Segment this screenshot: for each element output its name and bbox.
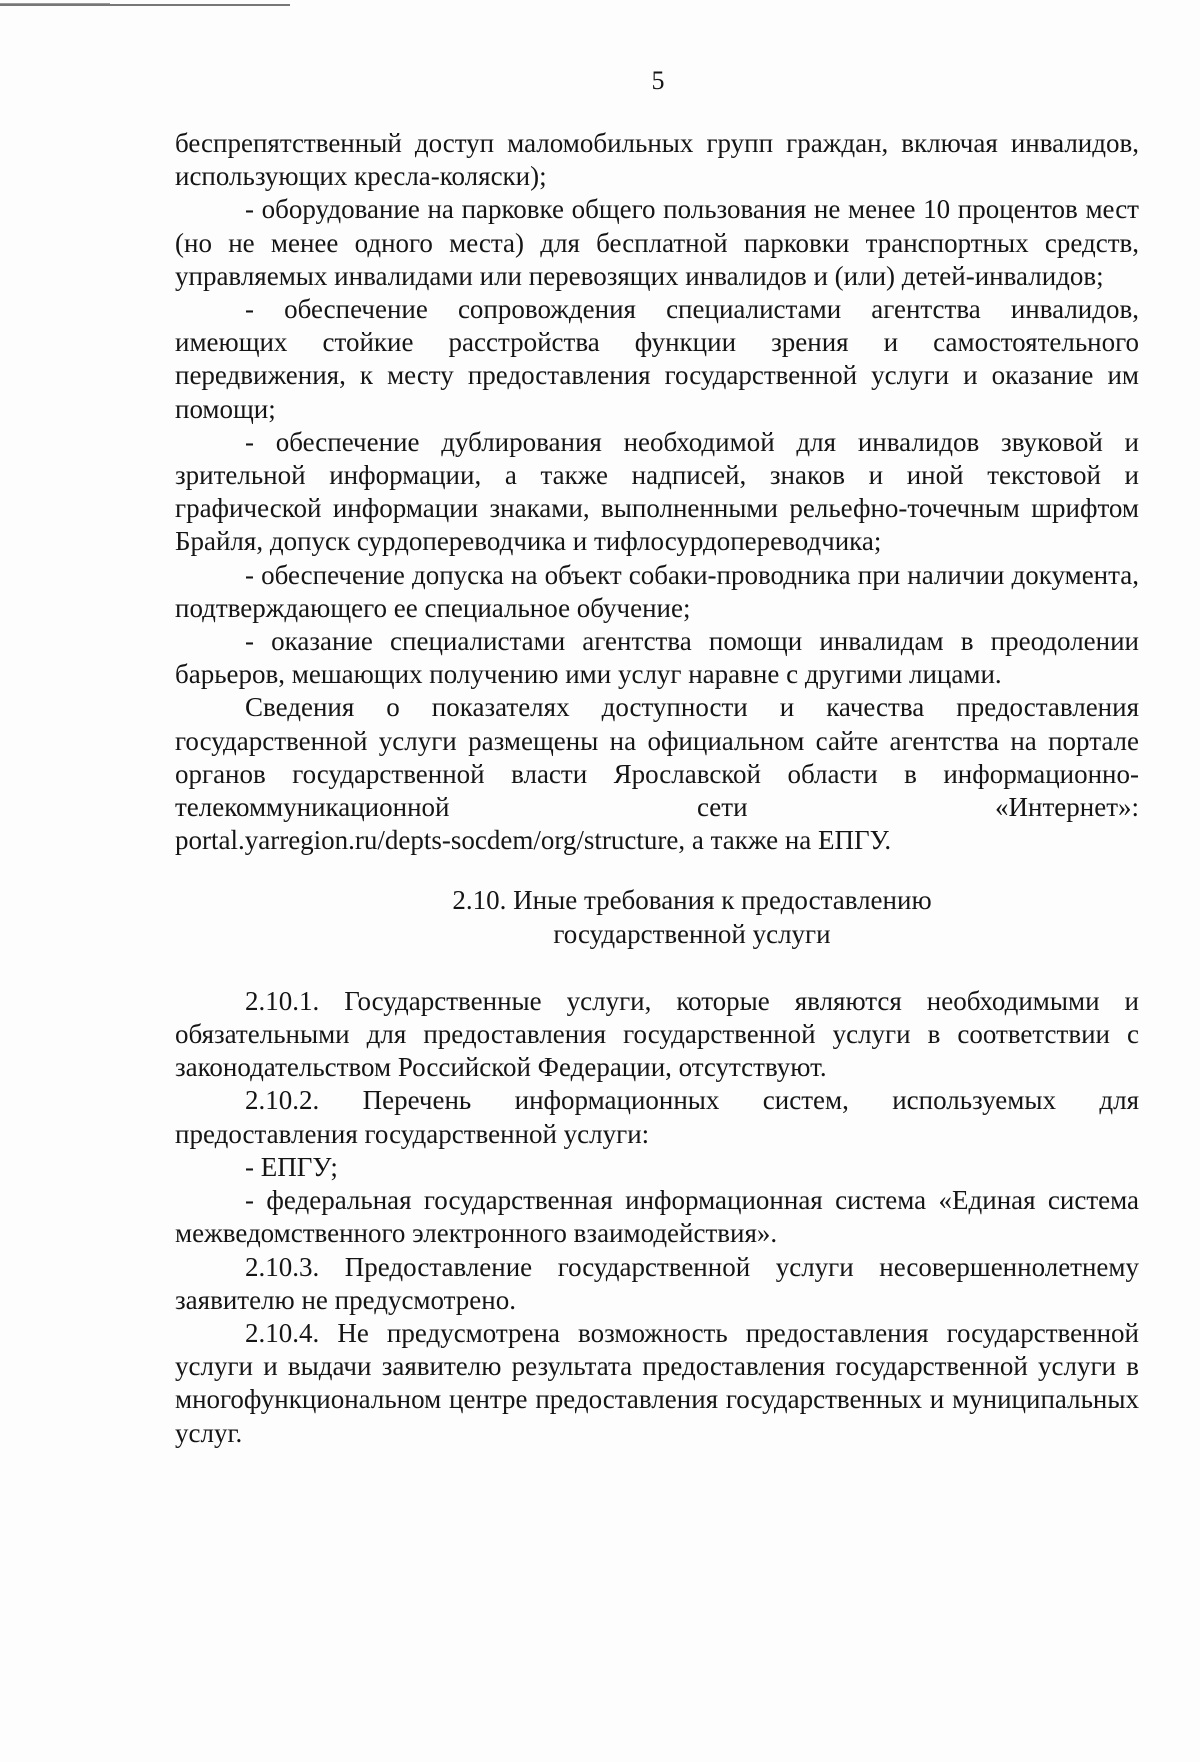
paragraph: 2.10.1. Государственные услуги, которые являются необходимыми и обязательными для предоставления государственной услуги в соответствии с законодательством Российской Федерации, отсутствуют.	[175, 985, 1139, 1083]
scan-artifact-line	[0, 4, 290, 6]
info-paragraph: Сведения о показателях доступности и качества предоставления государственной услуги размещены на официальном сайте агентства на портале органов государственной власти Ярославской области в информационно-телекоммуникационной сети «Интернет»:	[175, 692, 1139, 823]
list-item: - федеральная государственная информационная система «Единая система межведомственного электронного взаимодействия».	[175, 1185, 1139, 1249]
paragraph: 2.10.4. Не предусмотрена возможность предоставления государственной услуги и выдачи заявителю результата предоставления государственной услуги в многофункциональном центре предоставления государственных и муниципальных услуг.	[175, 1317, 1139, 1448]
page-number: 5	[651, 66, 665, 95]
paragraph: - оказание специалистами агентства помощи инвалидам в преодолении барьеров, мешающих получению ими услуг наравне с другими лицами.	[175, 626, 1139, 690]
scan-artifact-line-secondary	[0, 3, 110, 4]
paragraph: - оборудование на парковке общего пользования не менее 10 процентов мест (но не менее одного места) для бесплатной парковки транспортных средств, управляемых инвалидами или перевозящих инвалидов и (или) детей-инвалидов;	[175, 194, 1139, 291]
info-paragraph-url-line: portal.yarregion.ru/depts-socdem/org/structure, а также на ЕПГУ.	[175, 825, 892, 856]
document-body	[175, 127, 1139, 1450]
paragraph: - обеспечение допуска на объект собаки-проводника при наличии документа, подтверждающего ее специальное обучение;	[175, 559, 1139, 623]
paragraph: 2.10.3. Предоставление государственной услуги несовершеннолетнему заявителю не предусмотрено.	[175, 1251, 1139, 1315]
paragraph: 2.10.2. Перечень информационных систем, используемых для предоставления государственной услуги:	[175, 1085, 1139, 1149]
paragraph: беспрепятственный доступ маломобильных групп граждан, включая инвалидов, использующих кресла-коляски);	[175, 128, 1139, 192]
paragraph: - обеспечение сопровождения специалистами агентства инвалидов, имеющих стойкие расстройства функции зрения и самостоятельного передвижения, к месту предоставления государственной услуги и оказание им помощи;	[175, 294, 1139, 424]
section-heading-line: 2.10. Иные требования к предоставлению	[452, 885, 932, 916]
paragraph: - обеспечение дублирования необходимой для инвалидов звуковой и зрительной информации, а также надписей, знаков и иной текстовой и графической информации знаками, выполненными рельефно-точечным шрифтом Брайля, допуск сурдопереводчика и тифлосурдопереводчика;	[175, 426, 1139, 557]
section-heading-line: государственной услуги	[553, 918, 831, 949]
section-heading	[175, 884, 1139, 950]
list-item: - ЕПГУ;	[245, 1151, 338, 1182]
